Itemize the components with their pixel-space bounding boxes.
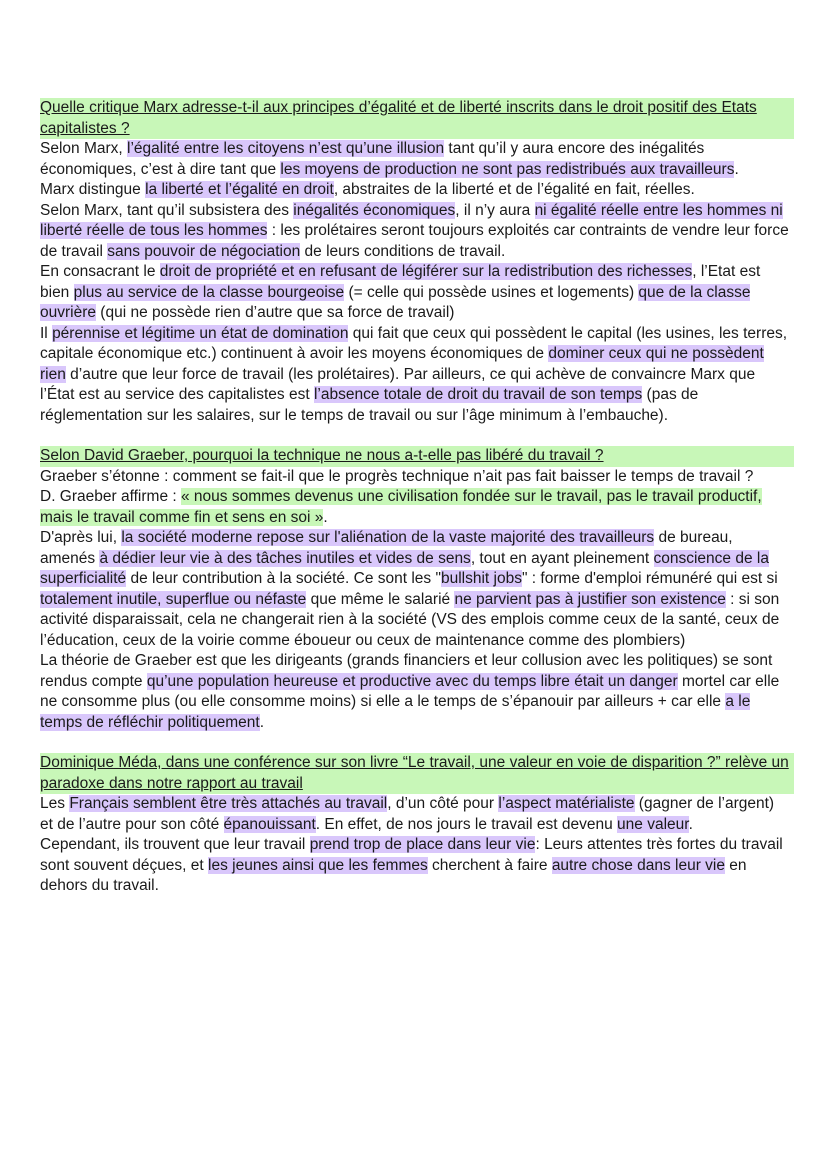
highlighted-text: ne parvient pas à justifier son existence: [454, 590, 726, 608]
text-run: , d’un côté pour: [387, 795, 499, 812]
highlighted-text: sans pouvoir de négociation: [107, 242, 301, 260]
paragraph: [40, 467, 790, 488]
text-run: que même le salarié: [306, 590, 455, 608]
text-run: (pas de réglementation sur les salaires, sur le temps de travail ou sur l’âge minimum à l’embauche).: [40, 386, 699, 424]
text-run: Les: [40, 795, 70, 812]
text-run: de leurs conditions de travail.: [300, 242, 506, 260]
text-run: D. Graeber affirme :: [40, 488, 181, 505]
section-3: [40, 753, 790, 897]
text-run: : Leurs attentes très fortes du travail sont souvent déçues, et: [40, 836, 783, 874]
highlighted-text: les jeunes ainsi que les femmes: [208, 856, 428, 874]
text-run: Graeber s’étonne : comment se fait-il que le progrès technique n’ait pas fait baisser le temps de travail ?: [40, 467, 754, 485]
text-run: (= celle qui possède usines et logements): [344, 283, 639, 301]
question-heading: Dominique Méda, dans une conférence sur son livre “Le travail, une valeur en voie de disparition ?” relève un paradoxe dans notre rapport au travail: [40, 753, 794, 794]
paragraph: [40, 794, 790, 835]
highlighted-text: dominer ceux qui ne possèdent rien: [40, 345, 764, 383]
text-run: (gagner de l’argent) et de l’autre pour son côté: [40, 795, 775, 833]
paragraph: [40, 324, 790, 427]
highlighted-text: l’égalité entre les citoyens n’est qu’une illusion: [127, 140, 445, 157]
text-run: , tout en ayant pleinement: [470, 549, 654, 567]
text-run: (qui ne possède rien d’autre que sa force de travail): [96, 304, 455, 321]
highlighted-text: a le temps de réfléchir politiquement: [40, 693, 751, 731]
highlighted-text: qu’une population heureuse et productive avec du temps libre était un danger: [146, 672, 678, 690]
highlighted-text: les moyens de production ne sont pas redistribués aux travailleurs: [280, 160, 735, 178]
section-1: [40, 98, 790, 426]
text-run: .: [688, 815, 693, 833]
highlighted-text: droit de propriété et en refusant de légiférer sur la redistribution des richesses: [159, 263, 693, 280]
paragraph: [40, 139, 790, 180]
highlighted-text: ni égalité réelle entre les hommes ni liberté réelle de tous les hommes: [40, 201, 783, 239]
highlighted-text: autre chose dans leur vie: [551, 856, 725, 874]
highlighted-text: inégalités économiques: [293, 201, 456, 219]
quote-highlight: « nous sommes devenus une civilisation fondée sur le travail, pas le travail productif, mais le travail comme fin et sens en soi »: [40, 488, 762, 526]
section-spacer: [40, 426, 790, 446]
paragraph: [40, 180, 790, 201]
highlighted-text: Français semblent être très attachés au travail: [69, 795, 388, 812]
text-run: Selon Marx, tant qu’il subsistera des: [40, 201, 294, 219]
text-run: : les prolétaires seront toujours exploités car contraints de vendre leur force de travail: [40, 222, 789, 260]
paragraph: [40, 262, 790, 324]
text-run: " : forme d'emploi rémunéré qui est si: [521, 570, 778, 587]
highlighted-text: la société moderne repose sur l'aliénation de la vaste majorité des travailleurs: [121, 529, 655, 546]
paragraph: [40, 835, 790, 897]
section-spacer: [40, 733, 790, 753]
highlighted-text: totalement inutile, superflue ou néfaste: [40, 590, 307, 608]
highlighted-text: la liberté et l’égalité en droit: [145, 181, 334, 198]
highlighted-text: plus au service de la classe bourgeoise: [73, 283, 345, 301]
text-run: Marx distingue: [40, 181, 146, 198]
question-heading: Selon David Graeber, pourquoi la technique ne nous a-t-elle pas libéré du travail ?: [40, 446, 794, 467]
paragraph: [40, 528, 790, 651]
text-run: , il n’y aura: [455, 201, 535, 219]
highlighted-text: prend trop de place dans leur vie: [309, 836, 536, 853]
text-run: Il: [40, 324, 53, 342]
paragraph: [40, 487, 790, 528]
text-run: . En effet, de nos jours le travail est devenu: [315, 815, 618, 833]
highlighted-text: conscience de la superficialité: [40, 549, 769, 587]
text-run: cherchent à faire: [427, 856, 552, 874]
highlighted-text: que de la classe ouvrière: [40, 283, 751, 321]
text-run: .: [323, 508, 328, 526]
text-run: Selon Marx,: [40, 140, 128, 157]
text-run: en dehors du travail.: [40, 856, 747, 894]
section-2: [40, 446, 790, 733]
text-run: La théorie de Graeber est que les dirigeants (grands financiers et leur collusion avec les politiques) se sont rendus compte: [40, 652, 773, 690]
text-run: de bureau, amenés: [40, 529, 733, 567]
text-run: : si son activité disparaissait, cela ne changerait rien à la société (VS des emplois comme ceux de la santé, ceux de l’éducation, ceux de la voirie comme éboueur ou ceux de maintenance comme des plombiers): [40, 590, 780, 649]
highlighted-text: l’absence totale de droit du travail de son temps: [313, 386, 643, 403]
highlighted-text: une valeur: [617, 815, 689, 833]
text-run: tant qu’il y aura encore des inégalités économiques, c’est à dire tant que: [40, 140, 705, 178]
text-run: mortel car elle ne consomme plus (ou elle consomme moins) si elle a le temps de s’épanouir par ailleurs + car elle: [40, 672, 780, 710]
highlighted-text: pérennise et légitime un état de domination: [52, 324, 349, 342]
highlighted-text: à dédier leur vie à des tâches inutiles et vides de sens: [99, 549, 471, 567]
text-run: de leur contribution à la société. Ce sont les ": [126, 570, 441, 587]
question-heading: Quelle critique Marx adresse-t-il aux principes d’égalité et de liberté inscrits dans le droit positif des Etats capitalistes ?: [40, 98, 794, 139]
text-run: En consacrant le: [40, 263, 160, 280]
highlighted-text: bullshit jobs: [440, 570, 522, 587]
text-run: .: [734, 160, 739, 178]
text-run: , l’Etat est bien: [40, 263, 761, 301]
paragraph: [40, 651, 790, 733]
highlighted-text: épanouissant: [223, 815, 316, 833]
text-run: d’autre que leur force de travail (les prolétaires). Par ailleurs, ce qui achève de convaincre Marx que l’État est au service des capitalistes est: [40, 365, 756, 403]
text-run: .: [259, 713, 265, 731]
paragraph: [40, 201, 790, 263]
document-content: [40, 98, 790, 897]
text-run: qui fait que ceux qui possèdent le capital (les usines, les terres, capitale économique etc.) continuent à avoir les moyens économiques de: [40, 324, 788, 362]
highlighted-text: l’aspect matérialiste: [498, 795, 635, 812]
text-run: D'après lui,: [40, 529, 122, 546]
text-run: Cependant, ils trouvent que leur travail: [40, 836, 310, 853]
text-run: , abstraites de la liberté et de l’égalité en fait, réelles.: [333, 181, 695, 198]
